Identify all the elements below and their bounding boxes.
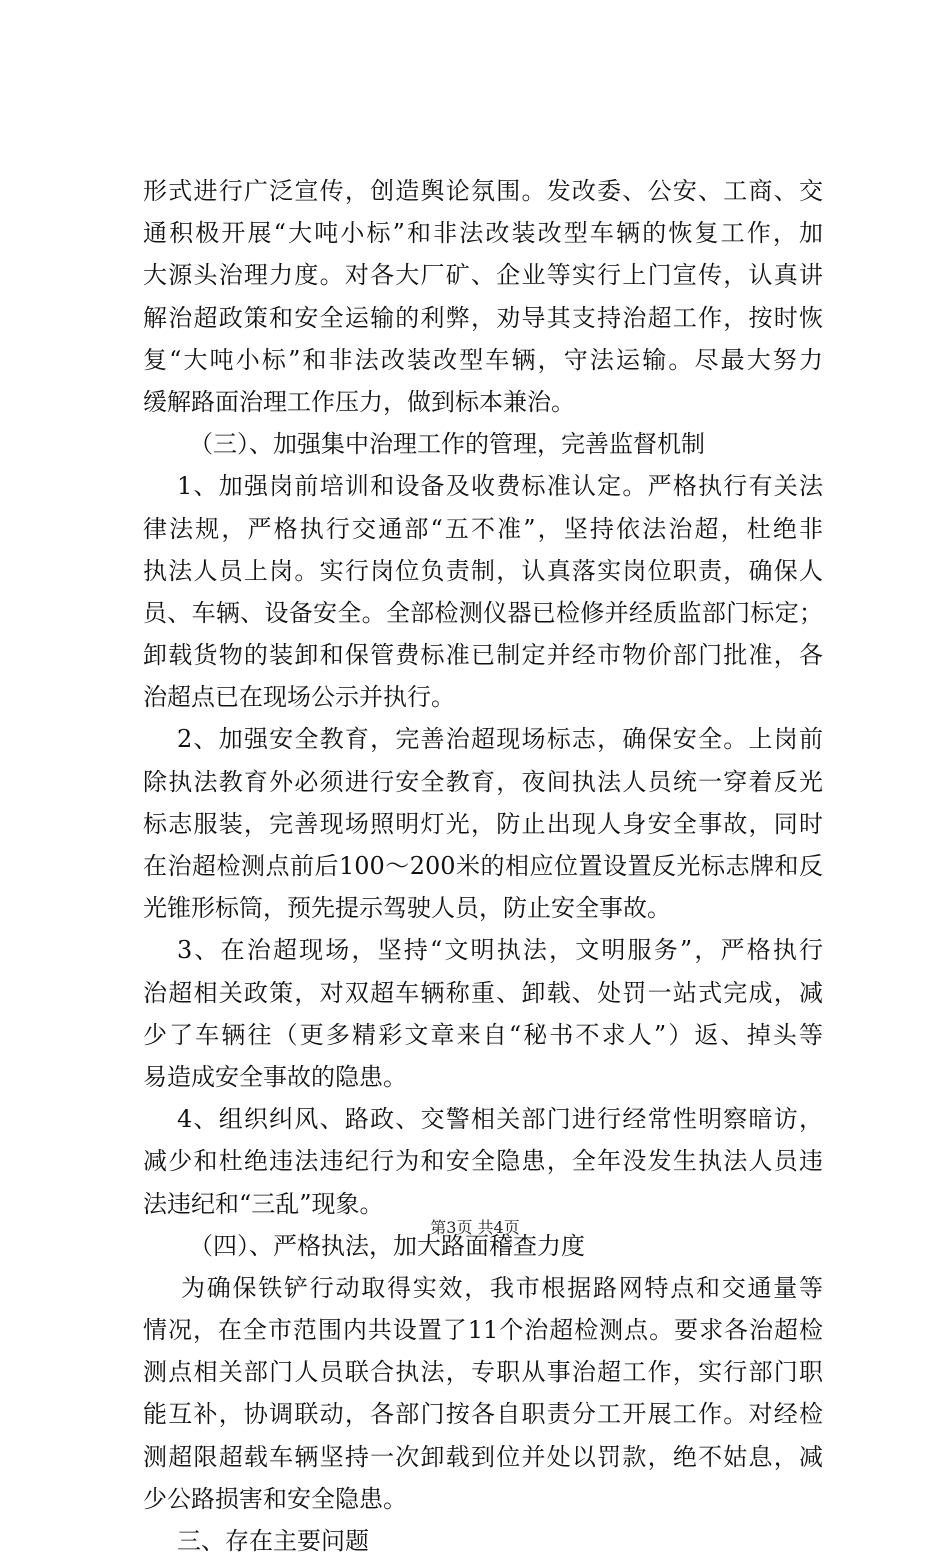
text-line: 光锥形标筒，预先提示驾驶人员，防止安全事故。 [143, 894, 671, 923]
text-line: 1、加强岗前培训和设备及收费标准认定。严格执行有关法 [177, 472, 823, 501]
section-heading-3: （三）、加强集中治理工作的管理，完善监督机制 [189, 430, 705, 459]
text-line: 测超限超载车辆坚持一次卸载到位并处以罚款，绝不姑息，减 [143, 1442, 823, 1471]
text-line: 在治超检测点前后100～200米的相应位置设置反光标志牌和反 [143, 852, 823, 880]
section-heading-4: （四）、严格执法，加大路面稽查力度 [189, 1231, 585, 1260]
text-line: 2、加强安全教育，完善治超现场标志，确保安全。上岗前 [177, 725, 823, 754]
text-line: 除执法教育外必须进行安全教育，夜间执法人员统一穿着反光 [143, 767, 823, 796]
text-line: 少了车辆往（更多精彩文章来自“秘书不求人”）返、掉头等 [143, 1020, 823, 1049]
document-body [143, 170, 823, 1562]
text-line: 减少和杜绝违法违纪行为和安全隐患，全年没发生执法人员违 [143, 1147, 823, 1176]
text-line: 形式进行广泛宣传，创造舆论氛围。发改委、公安、工商、交 [143, 177, 823, 205]
text-line: 情况，在全市范围内共设置了11个治超检测点。要求各治超检 [143, 1316, 823, 1345]
text-line: 3、在治超现场，坚持“文明执法，文明服务”，严格执行 [177, 936, 823, 965]
text-line: 易造成安全事故的隐患。 [143, 1062, 407, 1091]
text-line: 卸载货物的装卸和保管费标准已制定并经市物价部门批准，各 [143, 641, 823, 670]
section-heading-three: 三、存在主要问题 [177, 1527, 369, 1555]
text-line: 员、车辆、设备安全。全部检测仪器已检修并经质监部门标定； [143, 598, 823, 627]
text-line: 缓解路面治理工作压力，做到标本兼治。 [143, 387, 575, 416]
text-line: 通积极开展“大吨小标”和非法改装改型车辆的恢复工作，加 [143, 219, 823, 248]
text-line: 4、组织纠风、路政、交警相关部门进行经常性明察暗访， [177, 1105, 823, 1134]
text-line: 执法人员上岗。实行岗位负责制，认真落实岗位职责，确保人 [143, 556, 823, 585]
text-line: 治超相关政策，对双超车辆称重、卸载、处罚一站式完成，减 [143, 978, 823, 1007]
text-line: 大源头治理力度。对各大厂矿、企业等实行上门宣传，认真讲 [143, 261, 823, 290]
text-line: 少公路损害和安全隐患。 [143, 1484, 407, 1513]
text-line: 复“大吨小标”和非法改装改型车辆，守法运输。尽最大努力 [143, 345, 823, 374]
text-line: 测点相关部门人员联合执法，专职从事治超工作，实行部门职 [143, 1358, 823, 1387]
page-footer: 第3页 共4页 [430, 1218, 520, 1237]
text-line: 律法规，严格执行交通部“五不准”，坚持依法治超，杜绝非 [143, 514, 823, 543]
text-line: 标志服装，完善现场照明灯光，防止出现人身安全事故，同时 [143, 809, 823, 838]
text-line: 能互补，协调联动，各部门按各自职责分工开展工作。对经检 [143, 1400, 823, 1429]
text-line: 法违纪和“三乱”现象。 [143, 1189, 384, 1218]
text-line: 治超点已在现场公示并执行。 [143, 683, 455, 712]
text-line: 为确保铁铲行动取得实效，我市根据路网特点和交通量等 [181, 1273, 823, 1302]
text-line: 解治超政策和安全运输的利弊，劝导其支持治超工作，按时恢 [143, 303, 823, 332]
